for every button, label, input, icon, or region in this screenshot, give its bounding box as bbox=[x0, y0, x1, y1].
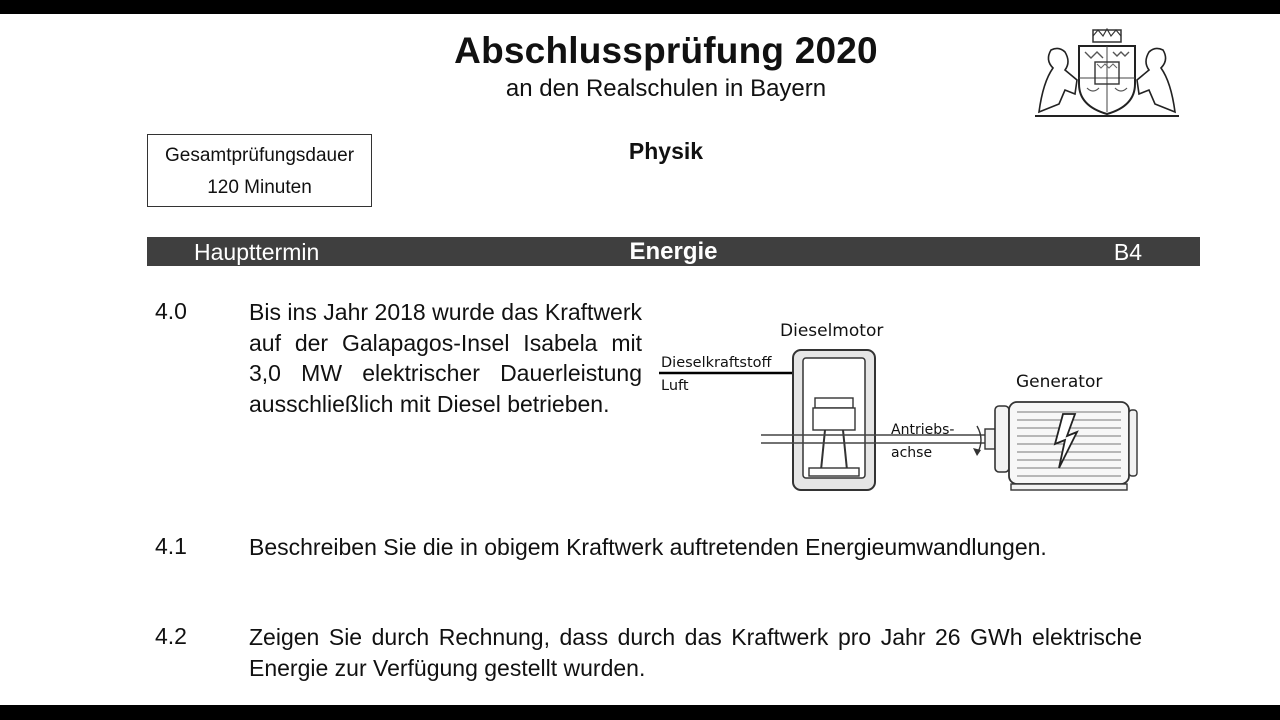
generator-label: Generator bbox=[1016, 372, 1103, 392]
piston bbox=[813, 408, 855, 430]
task-text-4-2: Zeigen Sie durch Rechnung, dass durch das Kraftwerk pro Jahr 26 GWh elektrische Energie zur Verfügung gestellt wurden. bbox=[249, 624, 1142, 681]
generator-rear-cap bbox=[1129, 410, 1137, 476]
exam-term: Haupttermin bbox=[194, 239, 320, 265]
generator-base bbox=[1011, 484, 1127, 490]
bavarian-coat-of-arms-icon bbox=[1033, 28, 1181, 120]
crank bbox=[809, 468, 859, 476]
exam-title: Abschlussprüfung 2020 bbox=[454, 30, 878, 71]
task-number-4-1: 4.1 bbox=[155, 533, 187, 559]
piston-top bbox=[815, 398, 853, 408]
task-text-4-1: Beschreiben Sie die in obigem Kraftwerk auftretenden Energieumwandlungen. bbox=[249, 534, 1047, 560]
task-text-4-0: Bis ins Jahr 2018 wurde das Kraftwerk auf der Galapagos-Insel Isabela mit 3,0 MW elektrischer Dauerleistung ausschließlich mit Diesel betrieben. bbox=[249, 299, 642, 417]
air-label: Luft bbox=[661, 378, 689, 394]
fuel-label: Dieselkraftstoff bbox=[661, 355, 772, 371]
section-topic: Energie bbox=[629, 238, 718, 265]
top-black-bar bbox=[0, 0, 1280, 14]
duration-label: Gesamtprüfungsdauer bbox=[164, 145, 355, 166]
generator-endcap bbox=[995, 406, 1009, 472]
exam-duration-box bbox=[147, 134, 372, 207]
duration-value: 120 Minuten bbox=[207, 177, 312, 198]
task-number-4-0: 4.0 bbox=[155, 298, 187, 324]
bottom-black-bar bbox=[0, 705, 1280, 720]
axle-label-2: achse bbox=[891, 445, 933, 461]
generator-shaft bbox=[985, 429, 995, 449]
axle-label-1: Antriebs- bbox=[891, 422, 955, 438]
power-plant-diagram bbox=[655, 310, 1145, 500]
dieselmotor-label: Dieselmotor bbox=[780, 321, 884, 341]
section-code: B4 bbox=[1113, 239, 1142, 265]
section-header-bar bbox=[147, 237, 1200, 266]
subject-title: Physik bbox=[628, 138, 704, 164]
exam-subtitle: an den Realschulen in Bayern bbox=[505, 75, 827, 102]
task-number-4-2: 4.2 bbox=[155, 623, 187, 649]
